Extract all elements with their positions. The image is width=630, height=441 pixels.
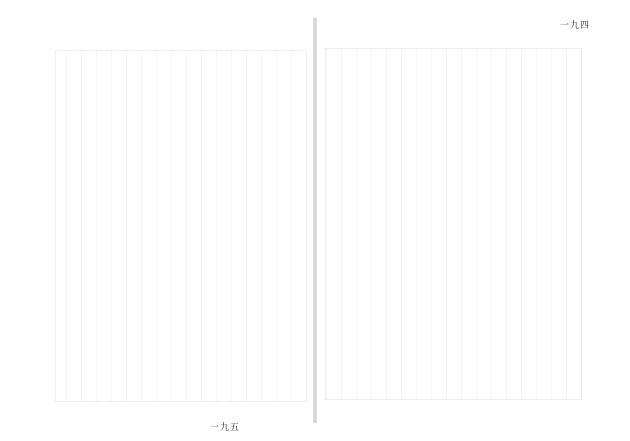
right-page — [325, 28, 580, 418]
left-page-text-block — [55, 50, 307, 402]
page-gutter — [313, 18, 317, 423]
left-page — [55, 28, 305, 433]
right-page-text-block — [325, 48, 582, 400]
right-page-number: 一九四 — [560, 21, 591, 31]
left-page-number: 一九五 — [210, 423, 241, 433]
